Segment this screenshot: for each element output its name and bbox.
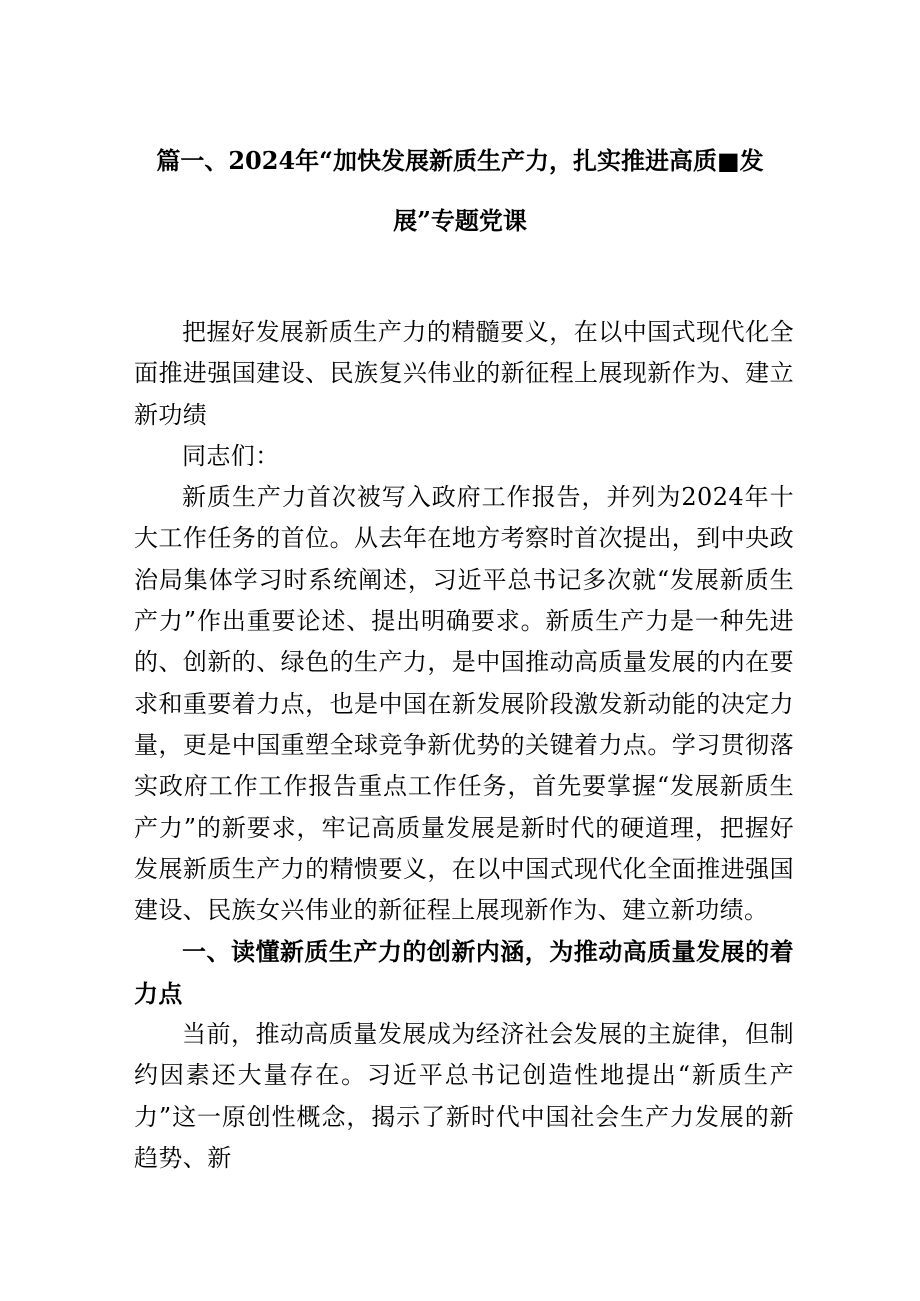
intro-paragraph: 新质生产力首次被写入政府工作报告，并列为2024年十大工作任务的首位。从去年在地方考察时首次提出，到中央政治局集体学习时系统阐述，习近平总书记多次就“发展新质生产力”作出重要论述、提出明确要求。新质生产力是一种先进的、创新的、绿色的生产力，是中国推动高质量发展的内在要求和重要着力点，也是中国在新发展阶段激发新动能的决定力量，更是中国重塑全球竞争新优势的关键着力点。学习贯彻落实政府工作工作报告重点工作任务，首先要掌握“发展新质生产力”的新要求，牢记高质量发展是新时代的硬道理，把握好发展新质生产力的精愦要义，在以中国式现代化全面推进强国建设、民族女兴伟业的新征程上展现新作为、建立新功绩。 xyxy=(134,483,794,925)
subtitle-paragraph: 把握好发展新质生产力的精髓要义，在以中国式现代化全面推进强国建设、民族复兴伟业的新征程上展现新作为、建立新功绩 xyxy=(134,318,794,429)
document-title-line-1: 篇一、2024年“加快发展新质生产力，扎实推进高质■发 xyxy=(156,146,764,175)
document-title-line-2: 展”专题党课 xyxy=(393,206,527,235)
salutation: 同志们： xyxy=(182,441,280,470)
section-1-paragraph: 当前，推动高质量发展成为经济社会发展的主旋律，但制约因素还大量存在。习近平总书记创造性地提出“新质生产力”这一原创性概念，揭示了新时代中国社会生产力发展的新趋势、新 xyxy=(134,1020,794,1172)
document-body xyxy=(134,312,794,1179)
section-heading-1: 一、读懂新质生产力的创新内涵，为推动高质量发展的着力点 xyxy=(134,937,794,1008)
